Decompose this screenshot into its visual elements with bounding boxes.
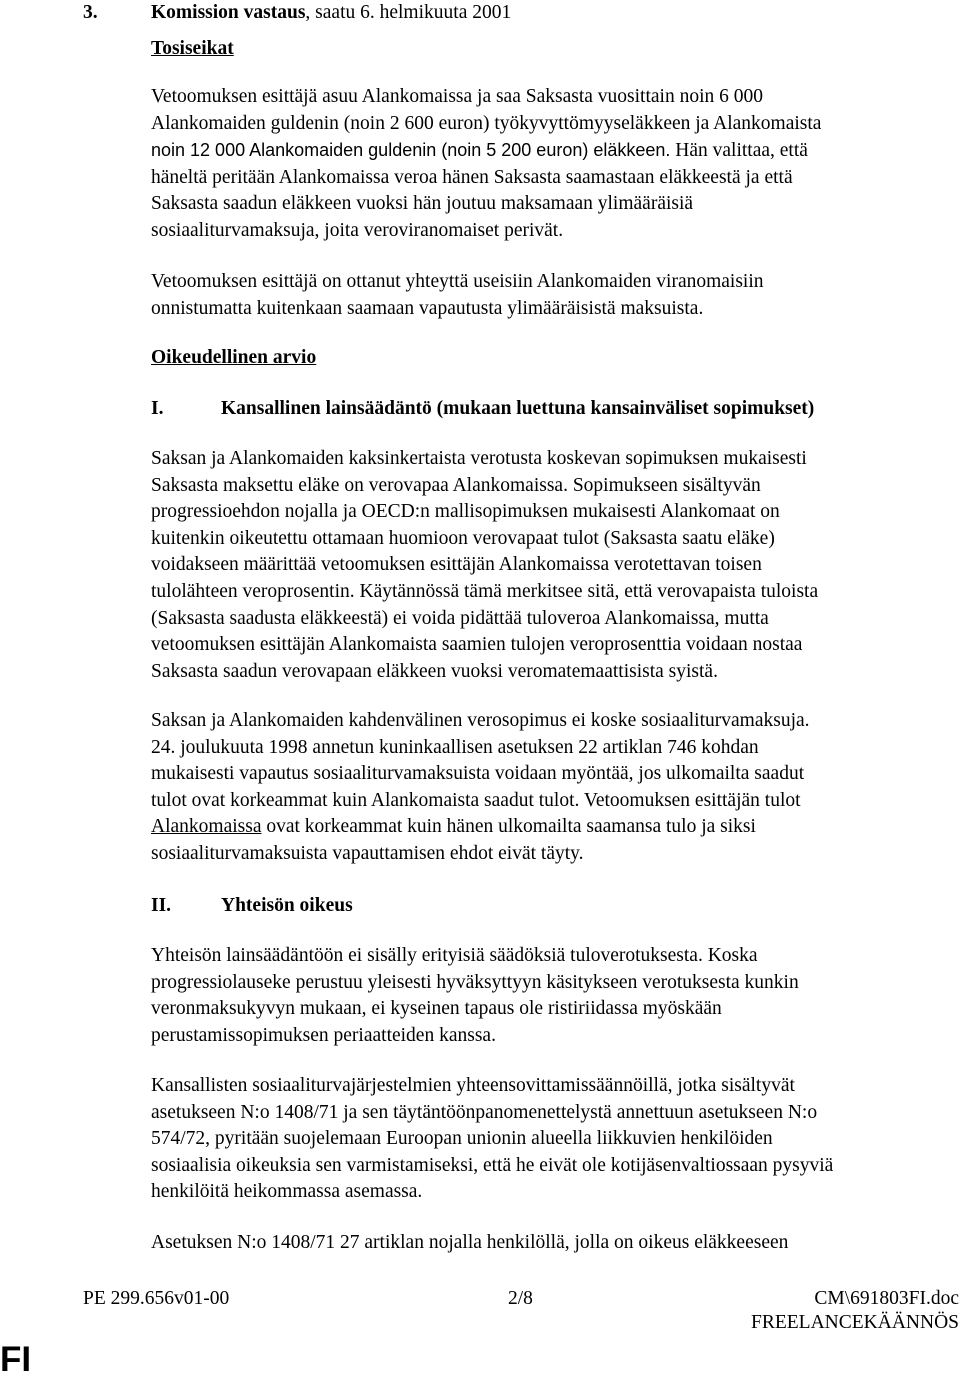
footer-file-name: CM\691803FI.doc	[814, 1288, 959, 1309]
part-ii-heading	[151, 893, 353, 919]
part-i-paragraph-2: Saksan ja Alankomaiden kahdenvälinen verosopimus ei koske sosiaaliturvamaksuja. 24. joulukuuta 1998 annetun kuninkaallisen asetuksen 22 artiklan 746 kohdan mukaisesti vapautus sosiaaliturvamaksuista voidaan myöntää, jos ulkomailta saadut tulot ovat korkeammat kuin Alankomaista saadut tulot. Vetoomuksen esittäjän tulot Alankomaissa ovat korkeammat kuin hänen ulkomailta saamansa tulo ja siksi sosiaaliturvamaksuista vapauttamisen ehdot eivät täyty.	[151, 710, 810, 864]
footer-document-reference: PE 299.656v01-00	[83, 1288, 230, 1309]
part-i-title: Kansallinen lainsäädäntö (mukaan luettuna kansainväliset sopimukset)	[221, 398, 815, 419]
footer-translator: FREELANCEKÄÄNNÖS	[750, 1312, 959, 1333]
part-ii-paragraph-1: Yhteisön lainsäädäntöön ei sisälly erityisiä säädöksiä tuloverotuksesta. Koska progressiolauseke perustuu yleisesti hyväksyttyyn käsitykseen verotuksesta kunkin veronmaksukyvyn mukaan, ei kyseinen tapaus ole ristiriidassa myöskään perustamissopimuksen periaatteiden kanssa.	[151, 945, 799, 1046]
part-i-numeral: I.	[151, 398, 164, 419]
legal-assessment-heading: Oikeudellinen arvio	[151, 347, 317, 368]
part-i-heading	[151, 396, 814, 422]
part-ii-numeral: II.	[151, 895, 172, 916]
language-code: FI	[0, 1340, 32, 1379]
part-ii-title: Yhteisön oikeus	[221, 895, 353, 916]
facts-paragraph-1: Vetoomuksen esittäjä asuu Alankomaissa ja saa Saksasta vuosittain noin 6 000 Alankomaiden guldenin (noin 2 600 euron) työkyvyttömyyseläkkeen ja Alankomaista noin 12 000 Alankomaiden guldenin (noin 5 200 euron) eläkkeen. Hän valittaa, että häneltä peritään Alankomaissa veroa hänen Saksasta saamastaan eläkkeestä ja että Saksasta saadun eläkkeen vuoksi hän joutuu maksamaan ylimääräisiä sosiaaliturvamaksuja, joita veroviranomaiset perivät.	[151, 86, 822, 241]
section-number: 3.	[83, 2, 98, 23]
facts-paragraph-2: Vetoomuksen esittäjä on ottanut yhteyttä useisiin Alankomaiden viranomaisiin onnistumatta kuitenkaan saamaan vapautusta ylimääräisistä maksuista.	[151, 271, 764, 319]
footer-page-number: 2/8	[508, 1288, 533, 1309]
part-ii-paragraph-2: Kansallisten sosiaaliturvajärjestelmien yhteensovittamissäännöillä, jotka sisältyvät asetukseen N:o 1408/71 ja sen täytäntöönpanomenettelystä annettuun asetukseen N:o 574/72, pyritään suojelemaan Euroopan unionin alueella liikkuvien henkilöiden sosiaalisia oikeuksia sen varmistamiseksi, että he eivät ole kotijäsenvaltiossaan pysyviä henkilöitä heikommassa asemassa.	[151, 1075, 834, 1203]
section-title: Komission vastaus	[151, 2, 306, 23]
part-i-paragraph-1: Saksan ja Alankomaiden kaksinkertaista verotusta koskevan sopimuksen mukaisesti Saksasta maksettu eläke on verovapaa Alankomaissa. Sopimukseen sisältyvän progressioehdon nojalla ja OECD:n mallisopimuksen mukaisesti Alankomaat on kuitenkin oikeutettu ottamaan huomioon verovapaat tulot (Saksasta saatu eläke) voidakseen määrittää vetoomuksen esittäjän Alankomaissa verotettavan toisen tulolähteen veroprosentin. Käytännössä tämä merkitsee sitä, että verovapaista tuloista (Saksasta saadusta eläkkeestä) ei voida pidättää tuloveroa Alankomaissa, mutta vetoomuksen esittäjän Alankomaista saamien tulojen veroprosenttia voidaan nostaa Saksasta saadun verovapaan eläkkeen vuoksi veromatemaattisista syistä.	[151, 448, 819, 682]
facts-heading: Tosiseikat	[151, 38, 234, 59]
section-date: , saatu 6. helmikuuta 2001	[305, 2, 512, 23]
section-heading	[83, 0, 511, 26]
part-ii-paragraph-3: Asetuksen N:o 1408/71 27 artiklan nojalla henkilöllä, jolla on oikeus eläkkeeseen	[151, 1232, 789, 1253]
